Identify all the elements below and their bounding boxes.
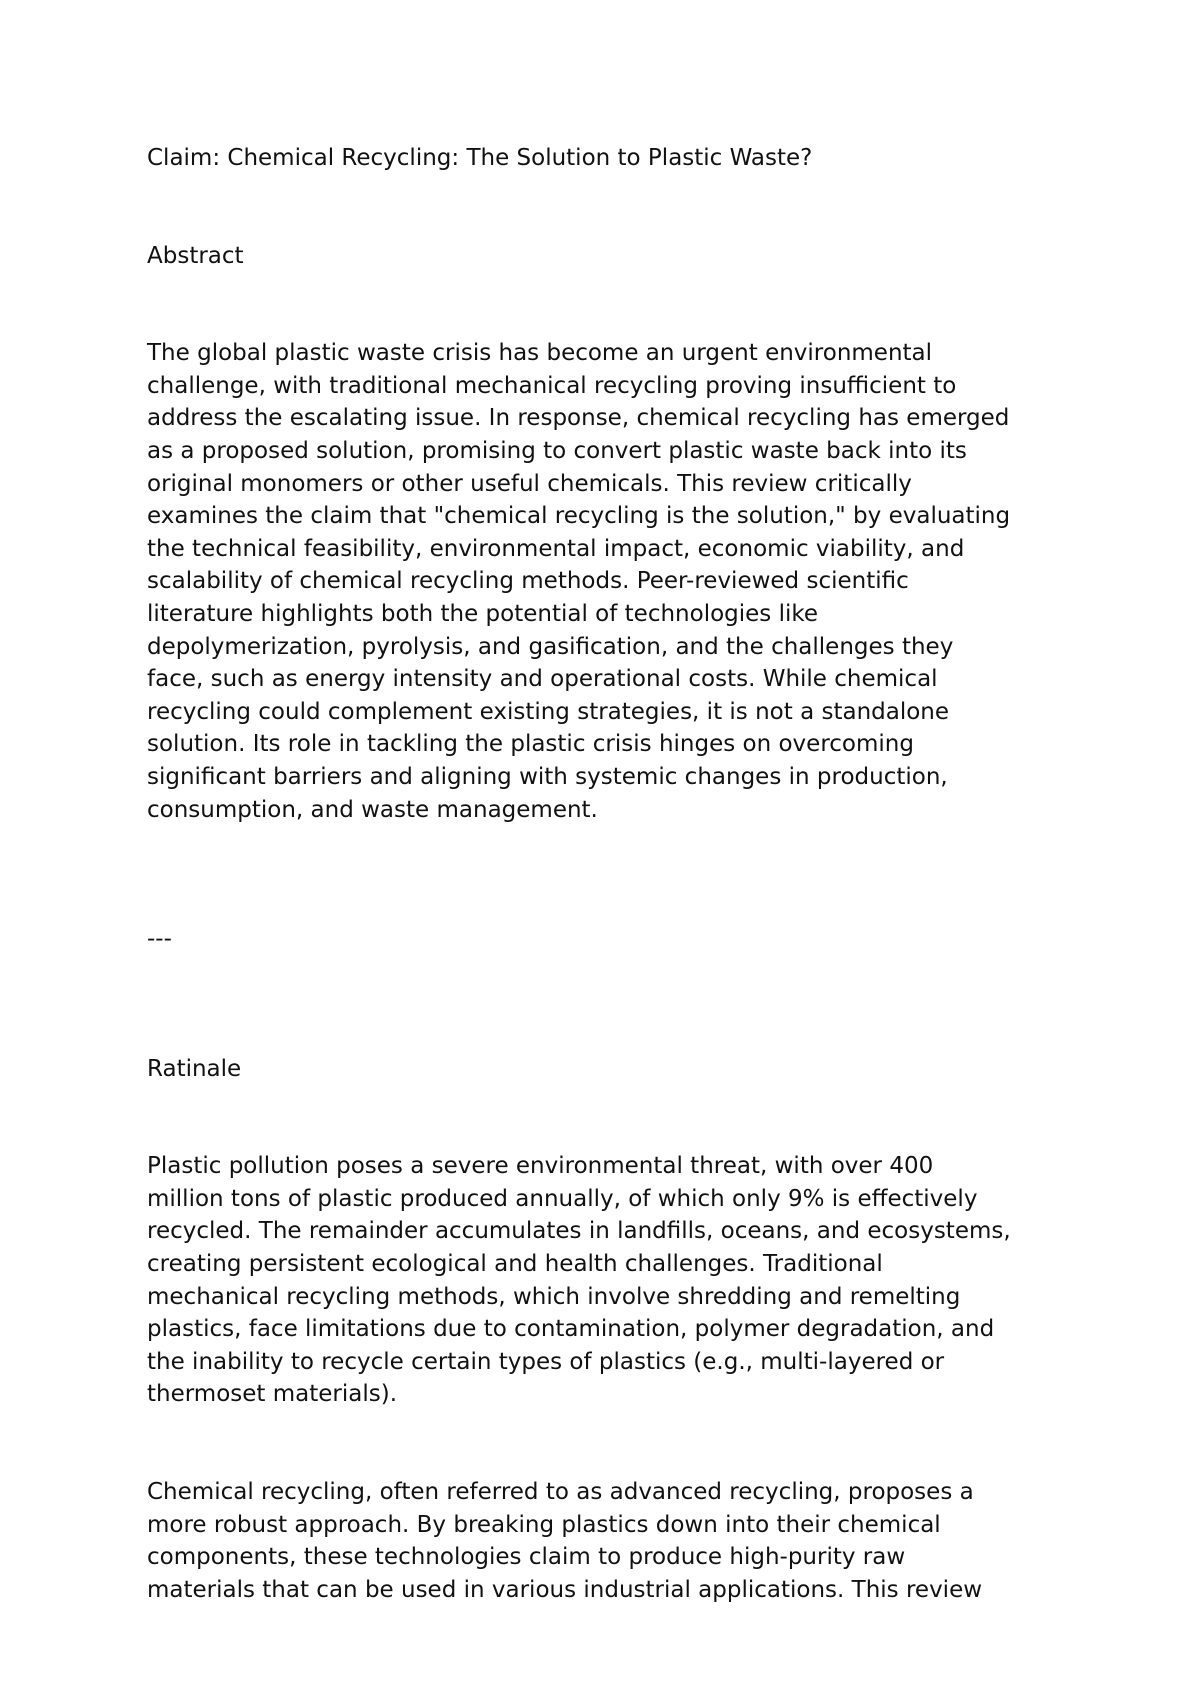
abstract-line: original monomers or other useful chemicals. This review critically	[147, 470, 912, 497]
abstract-line: challenge, with traditional mechanical recycling proving insufficient to	[147, 372, 957, 399]
rationale-line: mechanical recycling methods, which involve shredding and remelting	[147, 1283, 961, 1310]
abstract-line: scalability of chemical recycling methods. Peer-reviewed scientific	[147, 568, 909, 595]
rationale-line: more robust approach. By breaking plastics down into their chemical	[147, 1511, 941, 1538]
abstract-line: face, such as energy intensity and operational costs. While chemical	[147, 666, 938, 693]
rationale-line: plastics, face limitations due to contamination, polymer degradation, and	[147, 1316, 995, 1343]
abstract-line: address the escalating issue. In response, chemical recycling has emerged	[147, 405, 1010, 432]
rationale-line: thermoset materials).	[147, 1381, 398, 1408]
rationale-heading: Ratinale	[147, 1055, 242, 1082]
section-separator: ---	[147, 926, 172, 953]
abstract-line: The global plastic waste crisis has become an urgent environmental	[147, 340, 933, 367]
document-page	[147, 142, 1077, 1606]
rationale-line: components, these technologies claim to produce high-purity raw	[147, 1544, 906, 1571]
rationale-paragraph-1	[147, 1150, 1077, 1411]
rationale-paragraph-2	[147, 1476, 1077, 1606]
abstract-line: literature highlights both the potential of technologies like	[147, 600, 819, 627]
rationale-line: the inability to recycle certain types of plastics (e.g., multi-layered or	[147, 1348, 945, 1375]
rationale-line: Plastic pollution poses a severe environmental threat, with over 400	[147, 1153, 934, 1180]
abstract-line: solution. Its role in tackling the plastic crisis hinges on overcoming	[147, 731, 914, 758]
abstract-heading: Abstract	[147, 242, 244, 269]
rationale-line: million tons of plastic produced annually, of which only 9% is effectively	[147, 1185, 978, 1212]
rationale-line: Chemical recycling, often referred to as advanced recycling, proposes a	[147, 1479, 974, 1506]
abstract-line: as a proposed solution, promising to convert plastic waste back into its	[147, 437, 967, 464]
rationale-line: materials that can be used in various industrial applications. This review	[147, 1576, 983, 1603]
abstract-paragraph	[147, 337, 1077, 826]
abstract-line: depolymerization, pyrolysis, and gasification, and the challenges they	[147, 633, 954, 660]
abstract-line: recycling could complement existing strategies, it is not a standalone	[147, 698, 950, 725]
rationale-line: creating persistent ecological and health challenges. Traditional	[147, 1251, 883, 1278]
document-title: Claim: Chemical Recycling: The Solution to Plastic Waste?	[147, 145, 813, 171]
abstract-line: consumption, and waste management.	[147, 796, 598, 823]
abstract-line: significant barriers and aligning with systemic changes in production,	[147, 763, 948, 790]
abstract-line: the technical feasibility, environmental impact, economic viability, and	[147, 535, 965, 562]
abstract-line: examines the claim that "chemical recycling is the solution," by evaluating	[147, 503, 1011, 530]
rationale-line: recycled. The remainder accumulates in landfills, oceans, and ecosystems,	[147, 1218, 1011, 1245]
